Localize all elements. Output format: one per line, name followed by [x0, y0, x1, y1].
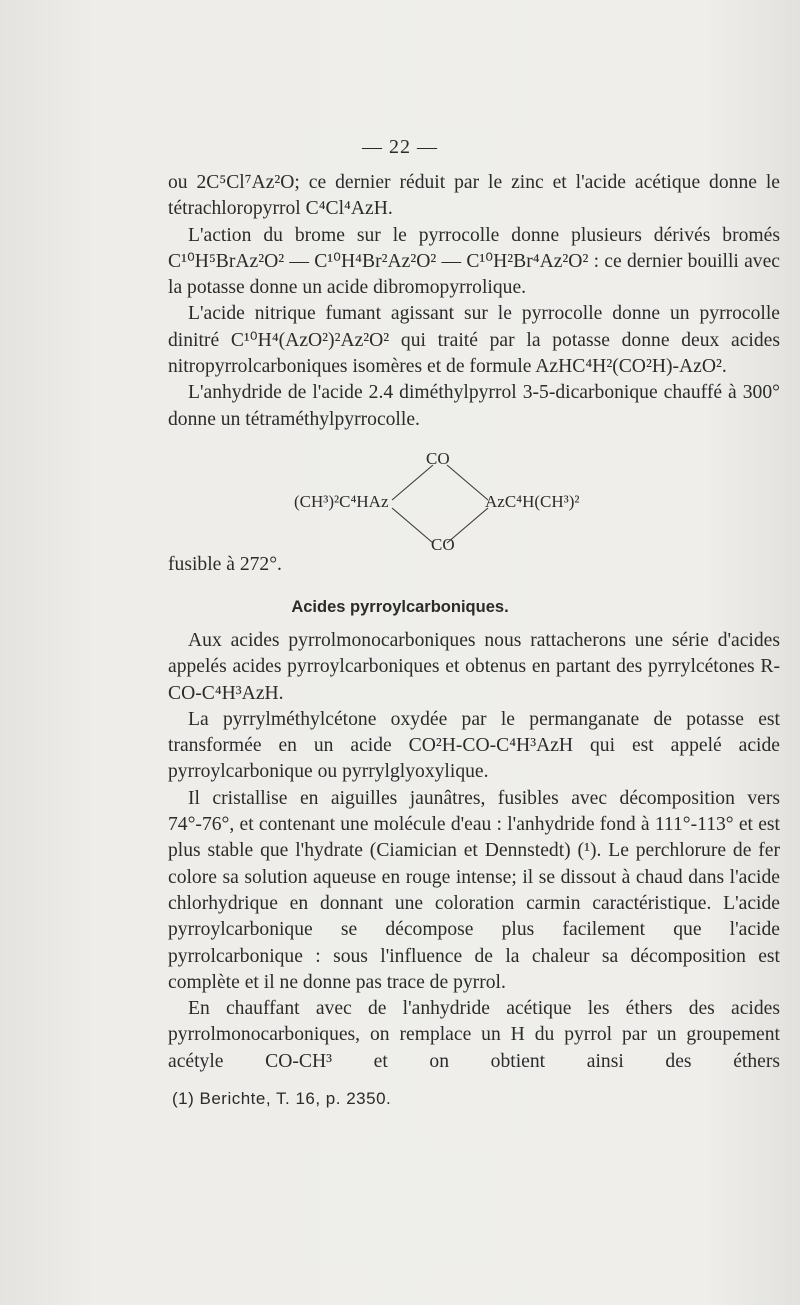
bond-line: [392, 465, 433, 500]
paragraph: En chauffant avec de l'anhydride acétique les éthers des acides pyrrolmonocarboniques, on remplace un H du pyrrol par un groupement acétyle CO-CH³ et on obtient ainsi des éthers: [168, 998, 780, 1072]
diagram-co-top: CO: [426, 449, 450, 468]
bond-line: [447, 465, 488, 500]
paragraph: Aux acides pyrrolmonocarboniques nous rattacherons une série d'acides appelés acides pyrroylcarboniques et obtenus en partant des pyrrylcétones R-CO-C⁴H³AzH.: [168, 630, 780, 704]
diagram-right-group: AzC⁴H(CH³)²: [485, 492, 580, 511]
paragraph: L'anhydride de l'acide 2.4 diméthylpyrrol 3-5-dicarbonique chauffé à 300° donne un tétraméthylpyrrocolle.: [168, 382, 780, 430]
text-block-bottom: [168, 628, 780, 1075]
paragraph: ou 2C⁵Cl⁷Az²O; ce dernier réduit par le zinc et l'acide acétique donne le tétrachloropyrrol C⁴Cl⁴AzH.: [168, 172, 780, 220]
diagram-left-group: (CH³)²C⁴HAz: [294, 492, 389, 511]
section-heading: Acides pyrroylcarboniques.: [291, 598, 509, 616]
paragraph: La pyrrylméthylcétone oxydée par le permanganate de potasse est transformée en un acide CO²H-CO-C⁴H³AzH qui est appelé acide pyrroylcarbonique ou pyrrylglyoxylique.: [168, 708, 780, 783]
diagram-co-bottom: CO: [431, 535, 455, 554]
paragraph: L'acide nitrique fumant agissant sur le pyrrocolle donne un pyrrocolle dinitré C¹⁰H⁴(AzO²)²Az²O² qui traité par la potasse donne deux acides nitropyrrolcarboniques isomères et de formule AzHC⁴H²(CO²H)-AzO².: [168, 303, 780, 378]
footnote: (1) Berichte, T. 16, p. 2350.: [172, 1089, 392, 1108]
page-number: — 22 —: [362, 136, 438, 158]
bond-line: [392, 508, 433, 543]
paragraph: L'action du brome sur le pyrrocolle donne plusieurs dérivés bromés C¹⁰H⁵BrAz²O² — C¹⁰H⁴Br²Az²O² — C¹⁰H²Br⁴Az²O² : ce dernier bouilli avec la potasse donne un acide dibromopyrrolique.: [168, 224, 780, 299]
melting-point-note: fusible à 272°.: [168, 554, 282, 575]
paragraph: Il cristallise en aiguilles jaunâtres, fusibles avec décomposition vers 74°-76°, et contenant une molécule d'eau : l'anhydride fond à 111°-113° et est plus stable que l'hydrate (Ciamician et Dennstedt) (¹). Le perchlorure de fer colore sa solution aqueuse en rouge intense; il se dissout à chaud dans l'acide chlorhydrique en donnant une coloration carmin caractéristique. L'acide pyrroylcarbonique se décompose plus facilement que l'acide pyrrolcarbonique : sous l'influence de la chaleur sa décomposition est complète et il ne donne pas trace de pyrrol.: [168, 787, 780, 993]
